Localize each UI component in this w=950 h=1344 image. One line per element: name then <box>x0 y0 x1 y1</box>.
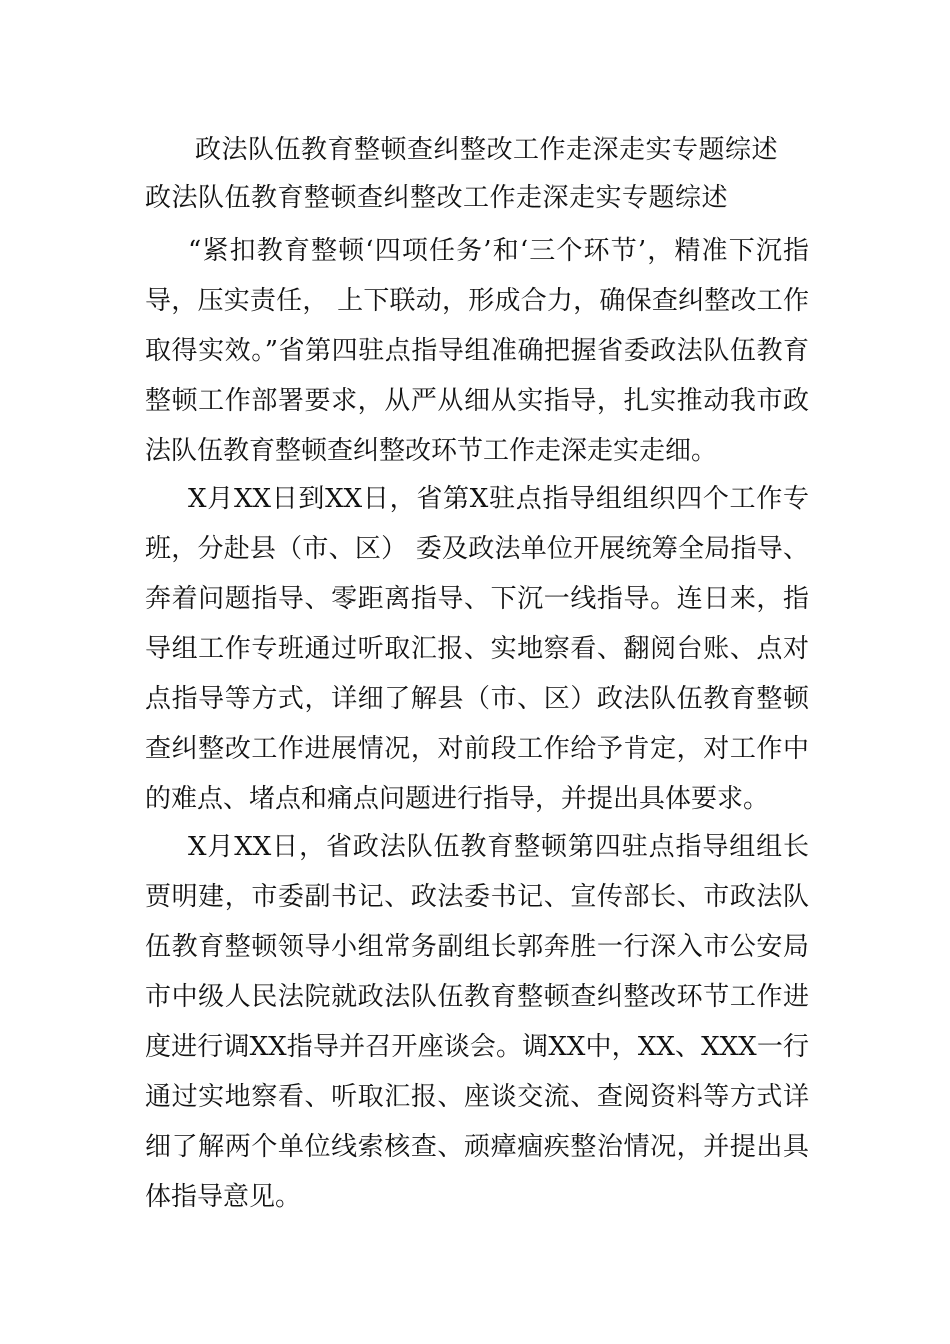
body-paragraph-2 <box>145 474 809 824</box>
paragraph-text: X月XX日到XX日，省第X驻点指导组组织四个工作专班，分赴县（市、区） 委及政法单位开展统筹全局指导、奔着问题指导、零距离指导、下沉一线指导。连日来，指导组工作专班通过听取汇报、实地察看、翻阅台账、点对点指导等方式，详细了解县（市、区）政法队伍教育整顿查纠整改工作进展情况，对前段工作给予肯定，对工作中的难点、堵点和痛点问题进行指导，并提出具体要求。 <box>145 484 809 814</box>
body-paragraph-1 <box>145 226 809 476</box>
document-title: 政法队伍教育整顿查纠整改工作走深走实专题综述 <box>195 135 779 165</box>
document-subtitle: 政法队伍教育整顿查纠整改工作走深走实专题综述 <box>145 183 729 213</box>
paragraph-text: X月XX日，省政法队伍教育整顿第四驻点指导组组长贾明建，市委副书记、政法委书记、宣传部长、市政法队伍教育整顿领导小组常务副组长郭奔胜一行深入市公安局市中级人民法院就政法队伍教育整顿查纠整改环节工作进度进行调XX指导并召开座谈会。调XX中，XX、XXX一行通过实地察看、听取汇报、座谈交流、查阅资料等方式详细了解两个单位线索核查、顽瘴痼疾整治情况，并提出具体指导意见。 <box>145 832 809 1212</box>
paragraph-text: “紧扣教育整顿‘四项任务’和‘三个环节’，精准下沉指导，压实责任， 上下联动，形成合力，确保查纠整改工作取得实效。”省第四驻点指导组准确把握省委政法队伍教育整顿工作部署要求，从严从细从实指导，扎实推动我市政法队伍教育整顿查纠整改环节工作走深走实走细。 <box>145 236 809 466</box>
body-paragraph-3 <box>145 822 809 1222</box>
